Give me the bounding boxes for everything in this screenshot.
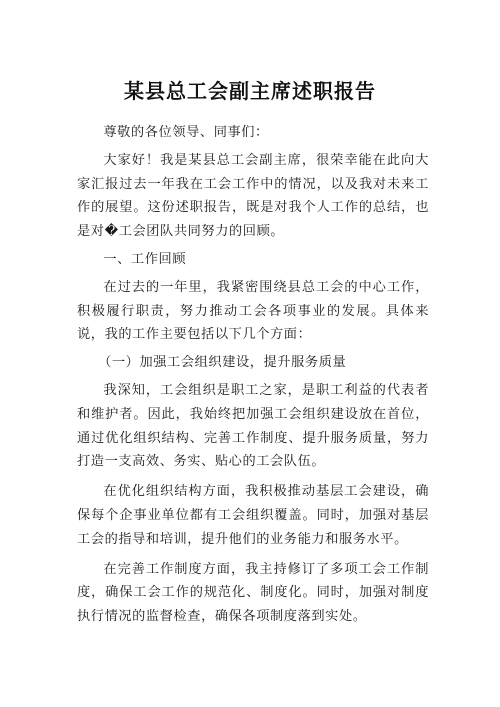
intro-paragraph: 大家好！我是某县总工会副主席，很荣幸能在此向大家汇报过去一年我在工会工作中的情况，以及我对未来工作的展望。这份述职报告，既是对我个人工作的总结，也是对�工会团队共同努力的回顾。 [77,152,429,240]
document-body [77,121,429,629]
body-paragraph: 我深知，工会组织是职工之家，是职工利益的代表者和维护者。因此，我始终把加强工会组织建设放在首位，通过优化组织结构、完善工作制度、提升服务质量，努力打造一支高效、务实、贴心的工会队伍。 [77,382,429,470]
section-heading-work-review: 一、工作回顾 [103,251,187,267]
document-title: 某县总工会副主席述职报告 [124,79,376,103]
body-paragraph: 在过去的一年里，我紧密围绕县总工会的中心工作，积极履行职责，努力推动工会各项事业的发展。具体来说，我的工作主要包括以下几个方面： [77,279,429,343]
subsection-heading-organization: （一）加强工会组织建设，提升服务质量 [98,355,347,371]
salutation-paragraph: 尊敬的各位领导、同事们： [103,125,269,140]
body-paragraph: 在优化组织结构方面，我积极推动基层工会建设，确保每个企事业单位都有工会组织覆盖。同时，加强对基层工会的指导和培训，提升他们的业务能力和服务水平。 [77,484,429,547]
body-paragraph: 在完善工作制度方面，我主持修订了多项工会工作制度，确保工会工作的规范化、制度化。同时，加强对制度执行情况的监督检查，确保各项制度落到实处。 [77,561,429,625]
